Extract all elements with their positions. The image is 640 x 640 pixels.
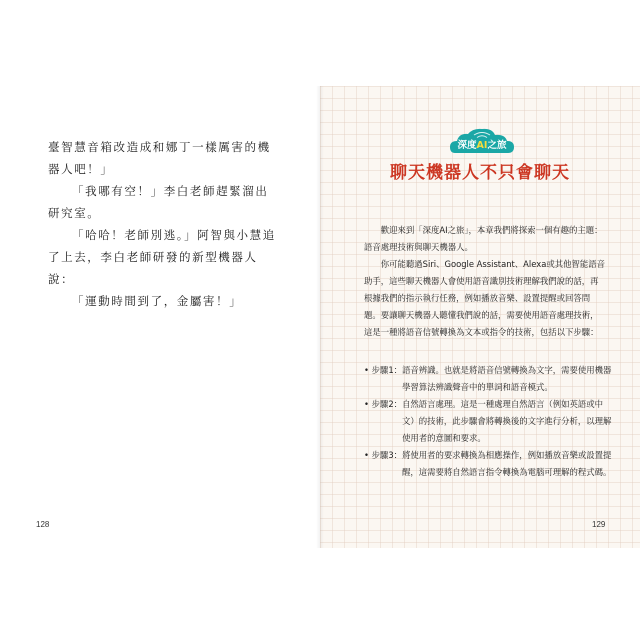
- article-body: [364, 222, 606, 341]
- step-text: 自然語言處理。這是一種處理自然語言（例如英語或中文）的技術，此步驟會將轉換後的文字進行分析，以理解使用者的意圖和要求。: [402, 399, 612, 443]
- steps-list: [364, 362, 612, 481]
- page-number-left: 128: [36, 520, 50, 529]
- story-paragraph: 「我哪有空！」李白老師趕緊溜出研究室。: [48, 184, 269, 220]
- step-text: 將使用者的要求轉換為相應操作，例如播放音樂或設置提醒，這需要將自然語言指令轉換為電腦可理解的程式碼。: [402, 450, 612, 477]
- badge-suffix: 之旅: [487, 140, 507, 151]
- step-label: • 步驟1：: [364, 365, 403, 375]
- list-item: [364, 447, 612, 481]
- badge-text: 深度: [457, 140, 477, 151]
- article-paragraph: 歡迎來到「深度AI之旅」，本章我們將探索一個有趣的主題：語音處理技術與聊天機器人。: [364, 225, 603, 252]
- step-label: • 步驟3：: [364, 450, 403, 460]
- step-text: 語音辨識。也就是將語音信號轉換為文字，需要使用機器學習算法辨識聲音中的單詞和語音模式。: [402, 365, 612, 392]
- story-paragraph: 臺智慧音箱改造成和娜丁一樣厲害的機器人吧！」: [48, 140, 271, 176]
- book-spread: [0, 86, 640, 548]
- page-title: 聊天機器人不只會聊天: [390, 163, 570, 183]
- article-paragraph: 你可能聽過Siri、Google Assistant、Alexa或其他智能語音助手，這些聊天機器人會使用語音識別技術理解我們說的話，再根據我們的指示執行任務，例如播放音樂、設置提醒或回答問題。要讓聊天機器人聽懂我們說的話，需要使用語音處理技術，這是一種將語音信號轉換為文本或指令的技術，包括以下步驟：: [364, 259, 605, 337]
- page-number-right: 129: [592, 520, 606, 529]
- badge-accent: AI: [476, 140, 488, 151]
- story-paragraph: 「運動時間到了，金屬害！」: [72, 294, 243, 308]
- list-item: [364, 362, 612, 396]
- step-label: • 步驟2：: [364, 399, 403, 409]
- left-page: [0, 86, 320, 548]
- story-text: [48, 136, 278, 312]
- right-page: [320, 86, 640, 548]
- section-badge: [449, 128, 515, 154]
- badge-label: [449, 137, 515, 151]
- book-gutter: [316, 86, 324, 548]
- story-paragraph: 「哈哈！老師別逃。」阿智與小慧追了上去，李白老師研發的新型機器人說：: [48, 228, 276, 286]
- list-item: [364, 396, 612, 447]
